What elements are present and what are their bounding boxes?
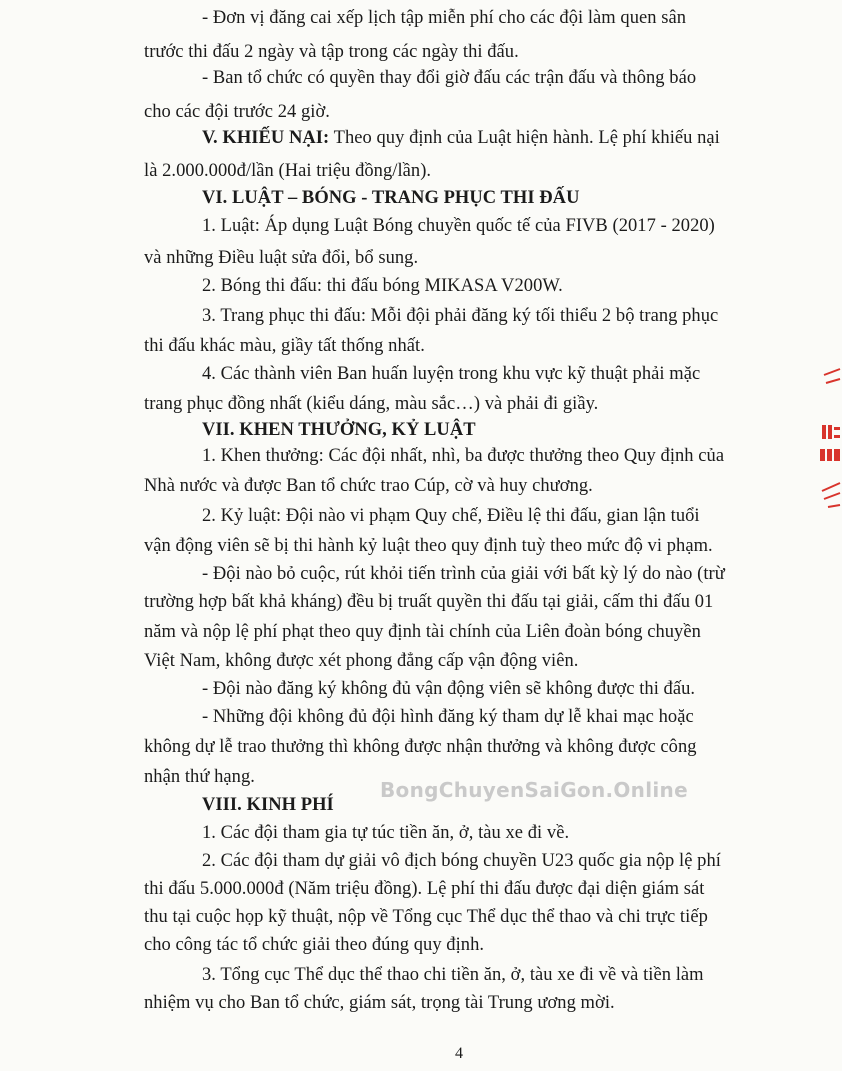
text-line: vận động viên sẽ bị thi hành kỷ luật theo quy định tuỳ theo mức độ vi phạm. bbox=[144, 536, 713, 556]
text-line: nhận thứ hạng. bbox=[144, 767, 255, 787]
text-line: Nhà nước và được Ban tổ chức trao Cúp, cờ và huy chương. bbox=[144, 476, 593, 496]
text-line: 2. Kỷ luật: Đội nào vi phạm Quy chế, Điều lệ thi đấu, gian lận tuổi bbox=[202, 506, 700, 526]
section-v-heading: V. KHIẾU NẠI: bbox=[202, 128, 330, 148]
section-viii-heading: VIII. KINH PHÍ bbox=[202, 795, 334, 815]
text-line: 2. Bóng thi đấu: thi đấu bóng MIKASA V200W. bbox=[202, 276, 563, 296]
text-line: thu tại cuộc họp kỹ thuật, nộp về Tổng cục Thể dục thể thao và chi trực tiếp bbox=[144, 907, 708, 927]
text-line: trường hợp bất khả kháng) đều bị truất quyền thi đấu tại giải, cấm thi đấu 01 bbox=[144, 592, 714, 612]
text-line: Theo quy định của Luật hiện hành. Lệ phí khiếu nại bbox=[333, 128, 720, 148]
text-line: và những Điều luật sửa đổi, bổ sung. bbox=[144, 248, 419, 268]
text-line: 3. Tổng cục Thể dục thể thao chi tiền ăn, ở, tàu xe đi về và tiền làm bbox=[202, 965, 704, 985]
text-line: năm và nộp lệ phí phạt theo quy định tài chính của Liên đoàn bóng chuyền bbox=[144, 622, 701, 642]
text-line: 3. Trang phục thi đấu: Mỗi đội phải đăng ký tối thiểu 2 bộ trang phục bbox=[202, 306, 719, 326]
text-line: - Đơn vị đăng cai xếp lịch tập miễn phí cho các đội làm quen sân bbox=[202, 8, 687, 28]
section-vi-heading: VI. LUẬT – BÓNG - TRANG PHỤC THI ĐẤU bbox=[202, 188, 580, 208]
text-line: - Đội nào đăng ký không đủ vận động viên sẽ không được thi đấu. bbox=[202, 679, 696, 699]
text-line: là 2.000.000đ/lần (Hai triệu đồng/lần). bbox=[144, 161, 432, 181]
text-line: cho các đội trước 24 giờ. bbox=[144, 102, 330, 122]
red-stamp-edge-icon bbox=[814, 365, 842, 525]
text-line: không dự lễ trao thưởng thì không được nhận thưởng và không được công bbox=[144, 737, 697, 757]
text-line: 1. Khen thưởng: Các đội nhất, nhì, ba được thưởng theo Quy định của bbox=[202, 446, 725, 466]
page-number: 4 bbox=[455, 1045, 463, 1062]
watermark-text: BongChuyenSaiGon.Online bbox=[380, 778, 688, 802]
text-line: nhiệm vụ cho Ban tổ chức, giám sát, trọng tài Trung ương mời. bbox=[144, 993, 615, 1013]
section-v-paragraph bbox=[202, 125, 720, 151]
text-line: - Đội nào bỏ cuộc, rút khỏi tiến trình của giải với bất kỳ lý do nào (trừ bbox=[202, 564, 725, 584]
text-line: trang phục đồng nhất (kiểu dáng, màu sắc…) và phải đi giầy. bbox=[144, 394, 599, 414]
text-line: - Ban tổ chức có quyền thay đổi giờ đấu các trận đấu và thông báo bbox=[202, 68, 697, 88]
section-vii-heading: VII. KHEN THƯỞNG, KỶ LUẬT bbox=[202, 420, 476, 440]
text-line: thi đấu khác màu, giầy tất thống nhất. bbox=[144, 336, 425, 356]
text-line: 1. Luật: Áp dụng Luật Bóng chuyền quốc tế của FIVB (2017 - 2020) bbox=[202, 216, 715, 236]
text-line: Việt Nam, không được xét phong đẳng cấp vận động viên. bbox=[144, 651, 579, 671]
text-line: - Những đội không đủ đội hình đăng ký tham dự lễ khai mạc hoặc bbox=[202, 707, 694, 727]
text-line: cho công tác tổ chức giải theo đúng quy định. bbox=[144, 935, 485, 955]
text-line: thi đấu 5.000.000đ (Năm triệu đồng). Lệ phí thi đấu được đại diện giám sát bbox=[144, 879, 705, 899]
text-line: trước thi đấu 2 ngày và tập trong các ngày thi đấu. bbox=[144, 42, 519, 62]
text-line: 4. Các thành viên Ban huấn luyện trong khu vực kỹ thuật phải mặc bbox=[202, 364, 701, 384]
text-line: 2. Các đội tham dự giải vô địch bóng chuyền U23 quốc gia nộp lệ phí bbox=[202, 851, 721, 871]
text-line: 1. Các đội tham gia tự túc tiền ăn, ở, tàu xe đi về. bbox=[202, 823, 570, 843]
